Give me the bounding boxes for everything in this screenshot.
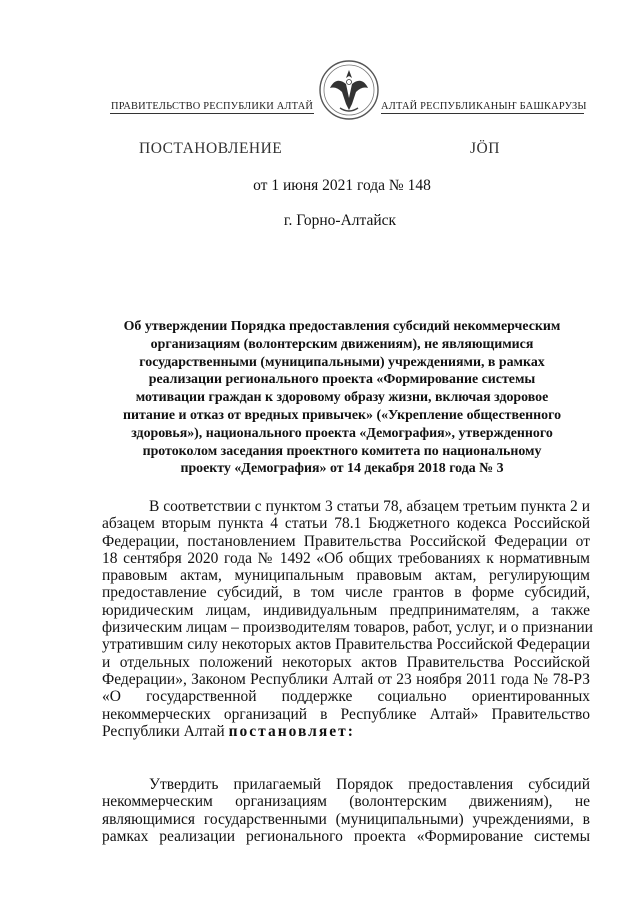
doc-type-altai: ЈӦП <box>470 140 500 157</box>
paragraph-line: юридическим лицам, индивидуальным предпринимателям, а также <box>102 601 590 619</box>
paragraph-line: Утвердить прилагаемый Порядок предоставления субсидий <box>149 776 590 793</box>
document-title <box>100 318 584 478</box>
header-left-rule <box>110 113 314 114</box>
paragraph-line: В соответствии с пунктом 3 статьи 78, абзацем третьим пункта 2 и <box>149 498 590 515</box>
paragraph-line: и отдельных положений некоторых актов Правительства Российской <box>102 653 590 671</box>
header-right-rule <box>381 113 584 114</box>
title-line: государственными (муниципальными) учреждениями, в рамках <box>139 354 545 370</box>
title-line: здоровья»), национального проекта «Демография», утвержденного <box>131 425 553 441</box>
paragraph-line: абзацем вторым пункта 4 статьи 78.1 Бюджетного кодекса Российской <box>102 515 590 533</box>
paragraph-line: утратившим силу некоторых актов Правительства Российской Федерации <box>102 636 590 654</box>
paragraph-last-line <box>102 723 590 740</box>
title-line: реализации регионального проекта «Формирование системы <box>148 372 536 388</box>
paragraph-line: некоммерческим организациям (волонтерским движениям), не <box>102 793 590 811</box>
title-line: мотивации граждан к здоровому образу жизни, включая здоровое <box>135 390 549 406</box>
header-right-text: АЛТАЙ РЕСПУБЛИКАНЫҤ БАШКАРУЗЫ <box>381 101 587 112</box>
title-line: проекту «Демография» от 14 декабря 2018 года № 3 <box>180 461 504 477</box>
paragraph-line: являющимися государственными (муниципальными) учреждениями, в <box>102 810 590 828</box>
paragraph-line: 18 сентября 2020 года № 1492 «Об общих требованиях к нормативным <box>102 549 590 567</box>
body-paragraph-2 <box>102 776 590 845</box>
paragraph-line: предоставление субсидий, в том числе грантов в форме субсидий, <box>102 584 590 602</box>
document-city: г. Горно-Алтайск <box>283 212 397 229</box>
paragraph-line: Федерации, постановлением Правительства Российской Федерации от <box>102 532 590 550</box>
title-line: организациям (волонтерским движениям), не являющимися <box>150 336 534 352</box>
document-date: от 1 июня 2021 года № 148 <box>253 177 431 194</box>
title-line: протоколом заседания проектного комитета по национальному <box>142 443 542 459</box>
republic-emblem-icon <box>318 58 380 122</box>
header-left-text: ПРАВИТЕЛЬСТВО РЕСПУБЛИКИ АЛТАЙ <box>111 101 314 112</box>
paragraph-line: физическим лицам – производителям товаров, работ, услуг, и о признании <box>102 619 593 637</box>
paragraph-line: некоммерческих организаций в Республике Алтай» Правительство <box>102 705 590 723</box>
doc-type-russian: ПОСТАНОВЛЕНИЕ <box>139 140 283 157</box>
body-paragraph-1 <box>102 498 593 740</box>
decree-word: постановляет: <box>228 722 355 740</box>
paragraph-line: рамках реализации регионального проекта «Формирование системы <box>102 827 590 845</box>
paragraph-line: «О государственной поддержке социально ориентированных <box>102 688 590 706</box>
paragraph-last-line-prefix: Республики Алтай <box>102 722 229 740</box>
paragraph-line: правовым актам, муниципальным правовым актам, регулирующим <box>102 567 590 585</box>
title-line: Об утверждении Порядка предоставления субсидий некоммерческим <box>123 319 561 334</box>
paragraph-line: Федерации», Законом Республики Алтай от 23 ноября 2011 года № 78-РЗ <box>102 670 590 688</box>
title-line: питание и отказ от вредных привычек» («Укрепление общественного <box>122 407 562 423</box>
